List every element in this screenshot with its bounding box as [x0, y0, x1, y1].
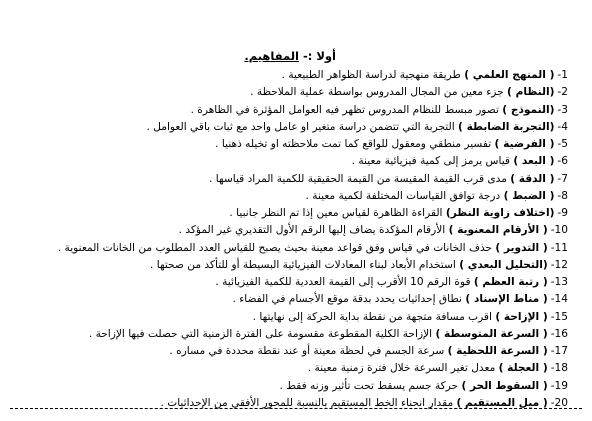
item-number: 14- — [550, 293, 568, 306]
section-heading — [244, 49, 336, 64]
footer-divider — [10, 408, 582, 409]
item-number: 7- — [557, 172, 568, 185]
item-number: 10- — [550, 224, 568, 237]
item-term: ( الفرضية ) — [494, 138, 555, 150]
item-term: ( الضبط ) — [503, 189, 555, 202]
list-item — [8, 274, 568, 291]
item-definition: مقدار انحناء الخط المستقيم بالنسبة للمحور الأفقي من الإحداثيات . — [160, 396, 457, 409]
list-item — [8, 119, 568, 136]
list-item — [8, 240, 568, 257]
item-definition: طريقة منهجية لدراسة الظواهر الطبيعية . — [281, 69, 465, 81]
item-term: ( المنهج العلمي ) — [464, 69, 555, 81]
list-item — [8, 360, 568, 377]
item-number: 20- — [550, 396, 568, 409]
item-definition: مدى قرب القيمة المقيسة من القيمة الحقيقية للكمية المراد قياسها . — [209, 172, 511, 185]
list-item — [8, 309, 568, 326]
item-term: (النظام ) — [507, 86, 555, 99]
list-item — [8, 395, 568, 412]
item-term: (التحليل البعدي ) — [459, 258, 548, 271]
item-definition: التجربة التي تتضمن دراسة متغير او عامل واحد مع ثبات باقي العوامل . — [146, 120, 459, 133]
item-definition: تفسير منطقي ومعقول للواقع كما تمت ملاحظته او تخيله ذهنيا . — [215, 138, 495, 150]
item-number: 16- — [550, 327, 568, 340]
list-item — [8, 291, 568, 308]
item-definition: جزء معين من المجال المدروس بواسطة عملية الملاحظة . — [250, 86, 508, 99]
item-definition: حركة جسم يسقط تحت تأثير وزنه فقط . — [279, 379, 462, 392]
item-number: 8- — [557, 189, 568, 202]
list-item — [8, 84, 568, 101]
item-definition: درجة توافق القياسات المختلفة لكمية معينة . — [305, 189, 504, 202]
item-number: 2- — [557, 86, 568, 99]
list-item — [8, 326, 568, 343]
definitions-list — [8, 67, 568, 412]
item-number: 9- — [557, 207, 568, 219]
item-definition: نطاق إحداثيات يحدد بدقة موقع الأجسام في الفضاء . — [232, 293, 466, 306]
list-item — [8, 222, 568, 239]
item-number: 6- — [557, 155, 568, 168]
item-definition: استخدام الأبعاد لبناء المعادلات الفيزيائية البسيطة أو للتأكد من صحتها . — [150, 258, 460, 271]
item-term: (التجربة الضابطة ) — [458, 120, 555, 133]
item-term: ( الإزاحة ) — [495, 310, 548, 323]
list-item — [8, 257, 568, 274]
item-number: 18- — [550, 362, 568, 375]
item-term: ( مناط الإسناد ) — [465, 293, 548, 306]
item-term: ( ميل المستقيم ) — [456, 396, 548, 409]
item-definition: تصور مبسط للنظام المدروس تظهر فيه العوامل المؤثرة في الظاهرة . — [190, 103, 503, 116]
list-item — [8, 205, 568, 222]
item-term: ( العجلة ) — [498, 362, 548, 375]
item-number: 19- — [550, 379, 568, 392]
item-number: 15- — [550, 310, 568, 323]
heading-prefix: أولا :- — [298, 49, 336, 63]
list-item — [8, 188, 568, 205]
item-definition: اقرب مسافة متجهة من نقطة بداية الحركة إلى نهايتها . — [252, 310, 496, 323]
item-term: ( البعد ) — [513, 155, 555, 168]
list-item — [8, 171, 568, 188]
item-term: ( السرعة اللحظية ) — [447, 345, 548, 357]
item-term: (النموذج ) — [502, 103, 555, 116]
item-number: 5- — [557, 138, 568, 150]
item-number: 11- — [550, 241, 568, 254]
item-definition: قوة الرقم 10 الأقرب إلى القيمة العددية للكمية الفيزيائية . — [215, 276, 474, 288]
item-term: (اختلاف زاوية النظر) — [445, 207, 555, 219]
item-definition: سرعة الجسم في لحظة معينة أو عند نقطة محددة في مساره . — [169, 345, 448, 357]
list-item — [8, 67, 568, 84]
list-item — [8, 153, 568, 170]
heading-title: المفاهيم. — [244, 49, 299, 63]
item-definition: القراءة الظاهرة لقياس معين إذا تم النظر جانبيا . — [229, 207, 446, 219]
item-definition: حذف الخانات في قياس وفق قواعد معينة بحيث يصبح للقياس العدد المطلوب من الخانات المعنوية . — [57, 241, 496, 254]
list-item — [8, 136, 568, 153]
item-number: 17- — [550, 345, 568, 357]
item-definition: قياس يرمز إلى كمية فيزيائية معينة . — [351, 155, 514, 168]
item-number: 4- — [557, 120, 568, 133]
item-term: ( السرعة المتوسطة ) — [435, 327, 548, 340]
list-item — [8, 343, 568, 360]
list-item — [8, 102, 568, 119]
item-number: 13- — [550, 276, 568, 288]
list-item — [8, 378, 568, 395]
item-definition: الأرقام المؤكدة يضاف إليها الرقم الأول التقديري غير المؤكد . — [178, 224, 449, 237]
item-number: 12- — [550, 258, 568, 271]
item-number: 1- — [557, 69, 568, 81]
item-term: ( الدقة ) — [510, 172, 555, 185]
item-term: ( الأرقام المعنوية ) — [448, 224, 548, 237]
item-term: ( التدوير ) — [495, 241, 548, 254]
item-term: ( السقوط الحر ) — [461, 379, 548, 392]
item-number: 3- — [557, 103, 568, 116]
item-term: ( رتبة العظم ) — [473, 276, 548, 288]
item-definition: معدل تغير السرعة خلال فترة زمنية معينة . — [307, 362, 499, 375]
item-definition: الإزاحة الكلية المقطوعة مقسومة على الفترة الزمنية التي حصلت فيها الإزاحة . — [88, 327, 436, 340]
